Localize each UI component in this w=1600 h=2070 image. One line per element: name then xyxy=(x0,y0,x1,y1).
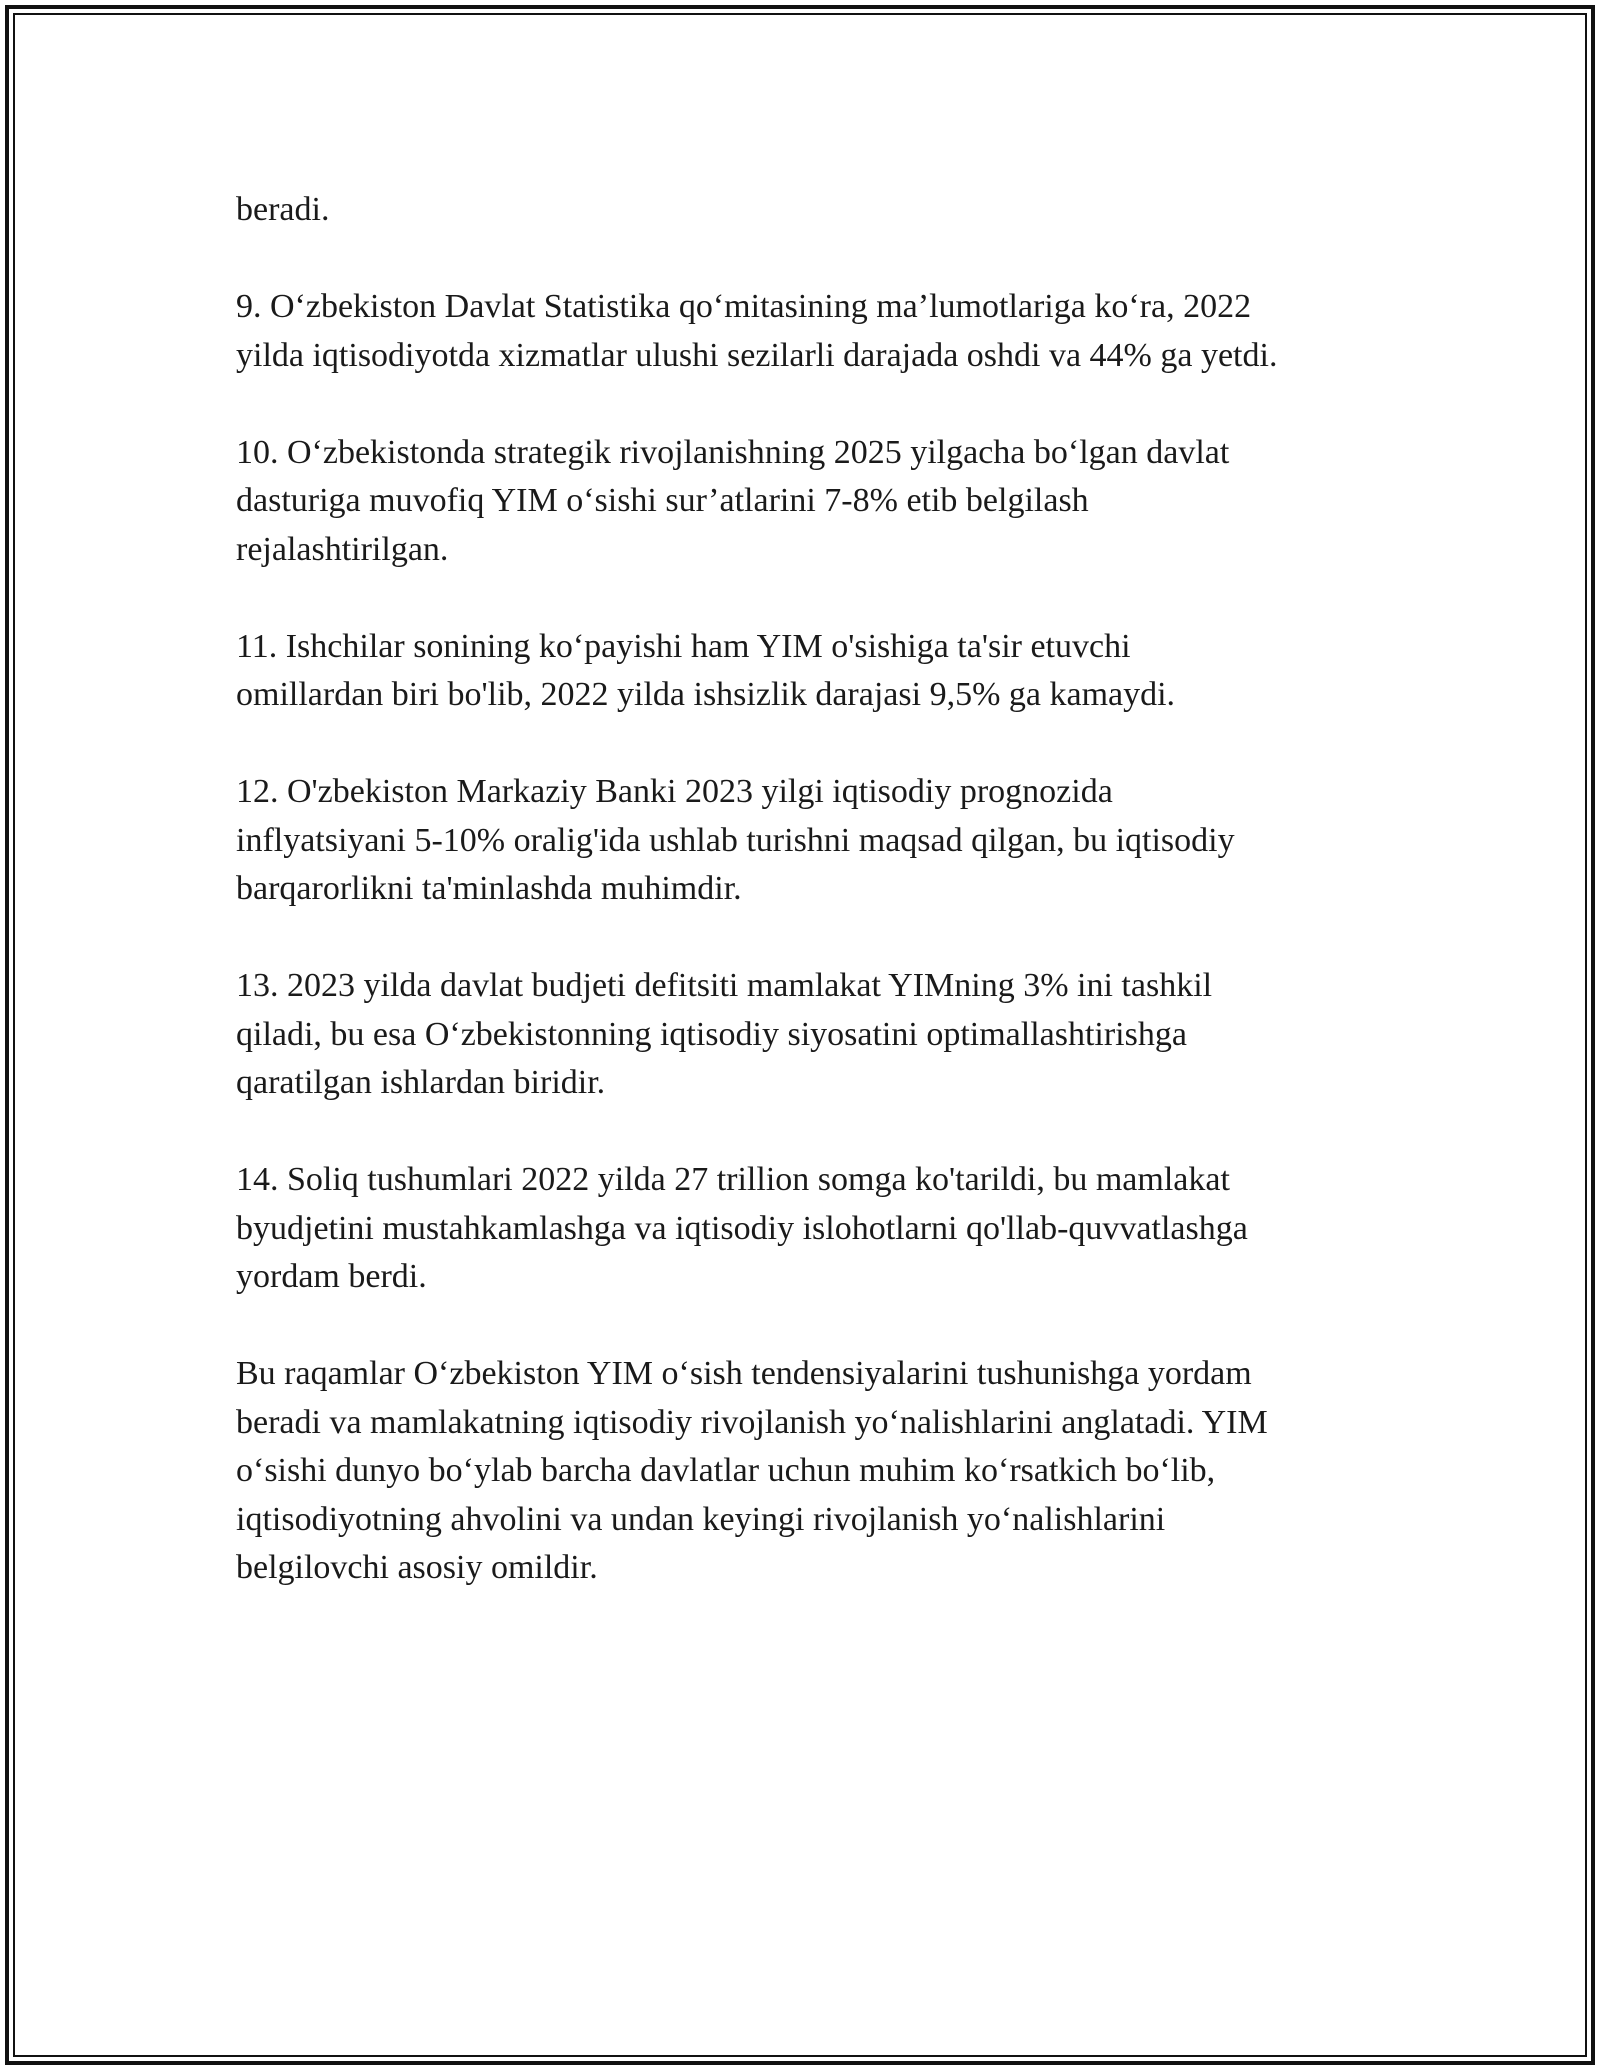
text-line: barqarorlikni ta'minlashda muhimdir. xyxy=(236,870,742,907)
text-line: yilda iqtisodiyotda xizmatlar ulushi sezilarli darajada oshdi va 44% ga yetdi. xyxy=(236,336,1278,374)
paragraph-conclusion xyxy=(236,1350,1366,1593)
text-line: inflyatsiyani 5-10% oralig'ida ushlab turishni maqsad qilgan, bu iqtisodiy xyxy=(236,821,1235,859)
paragraph-item-9 xyxy=(236,283,1366,380)
text-line: beradi va mamlakatning iqtisodiy rivojlanish yo‘nalishlarini anglatadi. YIM xyxy=(236,1403,1268,1441)
paragraph-item-10 xyxy=(236,429,1366,575)
text-line: 13. 2023 yilda davlat budjeti defitsiti mamlakat YIMning 3% ini tashkil xyxy=(236,967,1213,1004)
text-line: iqtisodiyotning ahvolini va undan keyingi rivojlanish yo‘nalishlarini xyxy=(236,1500,1166,1538)
paragraph-item-13 xyxy=(236,962,1366,1108)
text-line: byudjetini mustahkamlashga va iqtisodiy islohotlarni qo'llab-quvvatlashga xyxy=(236,1209,1248,1247)
text-line: 14. Soliq tushumlari 2022 yilda 27 trillion somga ko'tarildi, bu mamlakat xyxy=(236,1161,1230,1198)
paragraph-item-12 xyxy=(236,768,1366,914)
paragraph-item-11 xyxy=(236,623,1366,720)
text-line: beradi. xyxy=(236,191,330,228)
text-line: dasturiga muvofiq YIM o‘sishi sur’atlarini 7-8% etib belgilash xyxy=(236,482,1089,519)
text-line: 12. O'zbekiston Markaziy Banki 2023 yilgi iqtisodiy prognozida xyxy=(236,773,1113,810)
text-line: 10. O‘zbekistonda strategik rivojlanishning 2025 yilgacha bo‘lgan davlat xyxy=(236,433,1230,471)
text-line: qaratilgan ishlardan biridir. xyxy=(236,1064,606,1101)
paragraph-item-14 xyxy=(236,1156,1366,1302)
text-line: omillardan biri bo'lib, 2022 yilda ishsizlik darajasi 9,5% ga kamaydi. xyxy=(236,676,1176,713)
document-body xyxy=(236,186,1366,1641)
text-line: Bu raqamlar O‘zbekiston YIM o‘sish tendensiyalarini tushunishga yordam xyxy=(236,1355,1252,1392)
text-line: o‘sishi dunyo bo‘ylab barcha davlatlar uchun muhim ko‘rsatkich bo‘lib, xyxy=(236,1452,1216,1489)
text-line: qiladi, bu esa O‘zbekistonning iqtisodiy siyosatini optimallashtirishga xyxy=(236,1015,1187,1053)
paragraph-continuation xyxy=(236,186,1366,235)
text-line: 11. Ishchilar sonining ko‘payishi ham YIM o'sishiga ta'sir etuvchi xyxy=(236,627,1131,665)
text-line: 9. O‘zbekiston Davlat Statistika qo‘mitasining ma’lumotlariga ko‘ra, 2022 xyxy=(236,288,1252,325)
text-line: rejalashtirilgan. xyxy=(236,530,449,568)
text-line: belgilovchi asosiy omildir. xyxy=(236,1549,598,1586)
text-line: yordam berdi. xyxy=(236,1258,427,1295)
